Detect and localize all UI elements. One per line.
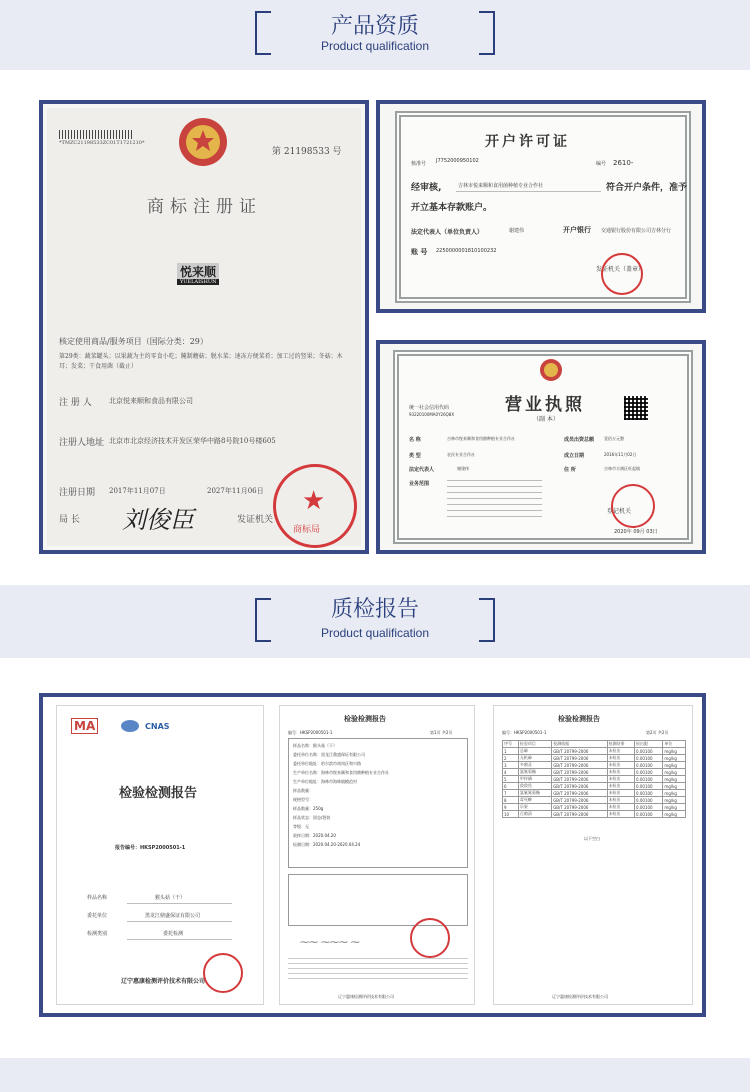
trademark-frame [39,100,369,554]
table-header: 单位 [663,741,686,748]
table-cell: 1 [503,748,519,755]
category-label: 核定使用商品/服务项目（国际分类：29） [59,337,208,346]
capital-label: 成员出资总额 [564,437,595,443]
section-title-cn: 质检报告 [330,597,419,622]
table-cell: mg/kg [663,811,686,818]
scope-label: 业务范围 [409,481,430,487]
table-cell: 5 [503,776,519,783]
info-row: 生产单位名称：海林市悦来顺和食用菌种植专业合作社 [293,770,389,775]
date-from: 2017年11月07日 [109,487,166,495]
section-title-en: Product qualification [320,39,430,53]
table-cell: mg/kg [663,797,686,804]
table-row [503,797,686,804]
table-cell: 3 [503,762,519,769]
established-value: 2016年11月02日 [604,452,637,457]
table-cell: 0.00100 [635,811,663,818]
blank-note: 以下空白 [584,836,600,841]
date-to: 2027年11月06日 [207,487,264,495]
brand-logo-cn: 悦来顺 [177,263,219,280]
sample-value: 猴头菇（干） [155,895,186,901]
table-cell: GB/T 20799-2006 [552,755,607,762]
table-cell: 0.00100 [635,797,663,804]
underline [456,191,601,192]
license-subtitle: （副 本） [533,416,559,423]
type-label: 检测类别 [87,931,108,937]
section-title-cn: 产品资质 [330,14,419,39]
type-value: 委托检测 [163,931,184,937]
name-value: 吉林市悦来顺和食用菌种植专业合作社 [447,436,515,441]
place-value: 吉林市丰满区旺起镇 [604,466,640,471]
table-header: 检测依据 [552,741,607,748]
info-row: 委托单位名称：黑龙江鼎盛保证有限公司 [293,752,365,757]
table-cell: 毒死蜱 [518,797,551,804]
table-cell: 无机砷 [518,755,551,762]
page3-title: 检验检测报告 [558,715,600,723]
table-cell: GB/T 20799-2006 [552,811,607,818]
page2-conclusion-box [288,874,468,926]
table-cell: 未检出 [607,776,634,783]
table-cell: 0.00100 [635,755,663,762]
account-permit [395,111,691,303]
address-label: 注册人地址 [59,438,105,448]
table-row [503,804,686,811]
cover-title: 检验检测报告 [119,786,198,801]
table-row [503,748,686,755]
page2-footer: 辽宁惠康检测评价技术有限公司 [338,994,394,999]
info-row: 样品名称：猴头菇（干） [293,743,337,748]
table-cell: mg/kg [663,769,686,776]
table-header: 检出限 [635,741,663,748]
category-items: 第29类：蔬菜罐头；以果蔬为主的零食小吃；腌制蘑菇；脱水菜；速冻方便菜肴；加工过的竖果；冬菇；木耳；发菜；干食用菌（截止） [59,353,343,370]
license-emblem-icon [539,358,563,382]
table-cell: mg/kg [663,776,686,783]
account-label: 账 号 [411,248,428,256]
report-page-2 [279,705,475,1005]
trademark-title: 商标注册证 [147,197,262,217]
name-label: 名 称 [409,437,421,443]
table-cell: GB/T 20799-2006 [552,769,607,776]
approval-label: 核准号 [411,161,427,167]
table-cell: GB/T 20799-2006 [552,797,607,804]
results-table [502,740,686,818]
established-label: 成立日期 [564,453,585,459]
permit-title: 开户许可证 [485,134,570,150]
account-number: 2250000001810100232 [436,248,497,254]
info-row: 生产单位地址：海林市海林镇模范村 [293,779,357,784]
report-page-3 [493,705,693,1005]
table-row [503,755,686,762]
page2-seal [410,918,450,958]
table-cell: 0.00100 [635,769,663,776]
table-row [503,783,686,790]
type-value: 农民专业合作社 [447,452,475,457]
table-cell: mg/kg [663,748,686,755]
signatures: ⁓⁓ ⁓⁓⁓ ⁓ [300,938,360,948]
info-row: 收样日期：2020.04.20 [293,833,336,838]
info-row: 样品数量：250g [293,806,324,811]
table-row [503,762,686,769]
info-row: 委托单位地址：哈尔滨市南岗区和兴路 [293,761,361,766]
table-cell: 10 [503,811,519,818]
permit-company: 吉林市悦来顺和食用菌种植专业合作社 [458,183,544,189]
date-label: 注册日期 [59,488,96,498]
page2-title: 检验检测报告 [344,715,386,723]
page3-page: 第2页 共2页 [646,730,669,735]
approval-number: J7752000950102 [436,158,479,164]
barcode [59,130,134,139]
section-title-qualification [0,5,750,65]
table-header-row [503,741,686,748]
legal-rep-value: 谢建伟 [457,466,469,471]
table-cell: GB/T 20799-2006 [552,762,607,769]
director-signature: 刘俊臣 [122,506,194,534]
ilac-logo-icon [121,720,139,732]
scope-text-lines [447,480,542,520]
info-row: 检测日期：2020.04.20-2020.04.24 [293,842,361,847]
table-cell: GB/T 20799-2006 [552,748,607,755]
table-cell: 0.00100 [635,790,663,797]
rep-name: 谢建伟 [509,228,525,234]
table-cell: 8 [503,797,519,804]
table-cell: mg/kg [663,790,686,797]
seal-star-icon: ★ [302,486,326,516]
rep-label: 法定代表人（单位负责人） [411,229,484,236]
table-cell: mg/kg [663,762,686,769]
registrant-label: 注 册 人 [59,398,92,408]
cover-seal [203,953,243,993]
open-text: 开立基本存款账户。 [411,203,493,213]
info-row: 样品状态：固态/袋装 [293,815,331,820]
underline [127,903,232,904]
table-cell: 甲拌磷 [518,776,551,783]
table-cell: GB/T 20799-2006 [552,783,607,790]
cnas-logo: CNAS [145,722,170,731]
table-cell: 0.00100 [635,748,663,755]
table-cell: 0.00100 [635,804,663,811]
table-cell: 氯氰菊酯 [518,769,551,776]
sample-label: 样品名称 [87,895,108,901]
table-cell: mg/kg [663,755,686,762]
page3-number: 编号：HKSP2000501-1 [502,730,547,735]
reviewed-label: 经审核, [411,183,442,193]
permit-issuer: 发证机关（盖章） [596,266,645,273]
table-row [503,776,686,783]
table-cell: 百菌清 [518,811,551,818]
business-license [393,350,693,544]
table-row [503,811,686,818]
account-permit-frame [376,100,706,313]
table-row [503,769,686,776]
table-cell: 未检出 [607,755,634,762]
table-cell: GB/T 20799-2006 [552,790,607,797]
section-title-en: Product qualification [320,626,430,640]
underline [127,939,232,940]
info-row: 样品数量： [293,788,313,793]
bank-label: 开户银行 [563,226,591,234]
trademark-number: 第 21198533 号 [272,147,342,157]
cover-report-no: 报告编号：HKSP2000501-1 [115,845,186,851]
table-cell: 未检出 [607,811,634,818]
table-cell: 4 [503,769,519,776]
table-cell: 多菌灵 [518,762,551,769]
cover-lab: 辽宁惠康检测评价技术有限公司 [121,978,206,985]
table-cell: 6 [503,783,519,790]
seal-bottom-text: 商标局 [293,525,321,535]
client-label: 委托单位 [87,913,108,919]
table-cell: 未检出 [607,769,634,776]
client-value: 黑龙江鼎盛保证有限公司 [145,913,201,919]
conforms-text: 符合开户条件，准予 [606,183,688,193]
business-license-frame [376,340,706,554]
cma-logo: MA [71,718,98,734]
issuer-label: 发证机关 [237,515,274,525]
barcode-code: *TMZC21198533ZC01T1721210* [59,140,145,146]
page2-notes [288,958,468,982]
number-label: 编号 [596,161,607,167]
page2-page: 第1页 共2页 [430,730,453,735]
table-cell: 总砷 [518,748,551,755]
table-cell: 未检出 [607,797,634,804]
table-cell: 0.00100 [635,776,663,783]
table-header: 检测结果 [607,741,634,748]
table-header: 序号 [503,741,519,748]
table-cell: 7 [503,790,519,797]
table-cell: mg/kg [663,783,686,790]
permit-seal [601,253,643,295]
table-row [503,790,686,797]
trademark-certificate [47,108,361,546]
table-cell: 乐果 [518,804,551,811]
report-frame [39,693,706,1017]
credit-number: 93220100MA0Y26Q8X [409,412,455,417]
table-cell: 未检出 [607,762,634,769]
table-cell: 0.00100 [635,783,663,790]
brand-logo-en: YUELAISHUN [177,279,219,285]
license-title: 营业执照 [505,395,585,415]
page3-footer: 辽宁惠康检测评价技术有限公司 [552,994,608,999]
permit-number: 2610- [613,159,634,167]
director-label: 局 长 [59,515,80,525]
table-header: 检验项目 [518,741,551,748]
table-cell: 未检出 [607,748,634,755]
qr-code [624,396,648,420]
address-value: 北京市北京经济技术开发区荣华中路8号院10号楼605 [109,437,276,445]
info-row: 规格型号： [293,797,313,802]
table-cell: 9 [503,804,519,811]
table-cell: 未检出 [607,790,634,797]
table-cell: mg/kg [663,804,686,811]
national-emblem-icon [175,112,231,172]
credit-label: 统一社会信用代码 [409,405,450,411]
section-title-inspection [0,590,750,650]
footer-band [0,1058,750,1092]
table-cell: 未检出 [607,783,634,790]
license-date: 2020年 09月 03日 [614,529,658,535]
table-cell: GB/T 20799-2006 [552,804,607,811]
registrar-label: 登记机关 [607,508,632,515]
type-label: 类 型 [409,453,421,459]
capital-value: 壹佰万元整 [604,436,624,441]
table-cell: 0.00100 [635,762,663,769]
table-cell: 氯氟氰菊酯 [518,790,551,797]
license-seal [611,484,655,528]
legal-rep-label: 法定代表人 [409,467,435,473]
registrant-value: 北京悦来顺和食品有限公司 [109,397,193,405]
report-cover [56,705,264,1005]
table-cell: 2 [503,755,519,762]
place-label: 住 所 [564,467,576,473]
info-row: 等级：无 [293,824,309,829]
page2-number: 编号：HKSP2000501-1 [288,730,333,735]
underline [127,921,232,922]
table-cell: GB/T 20799-2006 [552,776,607,783]
page2-info-box [288,738,468,868]
table-cell: 未检出 [607,804,634,811]
table-cell: 敌敌畏 [518,783,551,790]
bank-name: 交通银行股份有限公司吉林分行 [601,228,672,234]
